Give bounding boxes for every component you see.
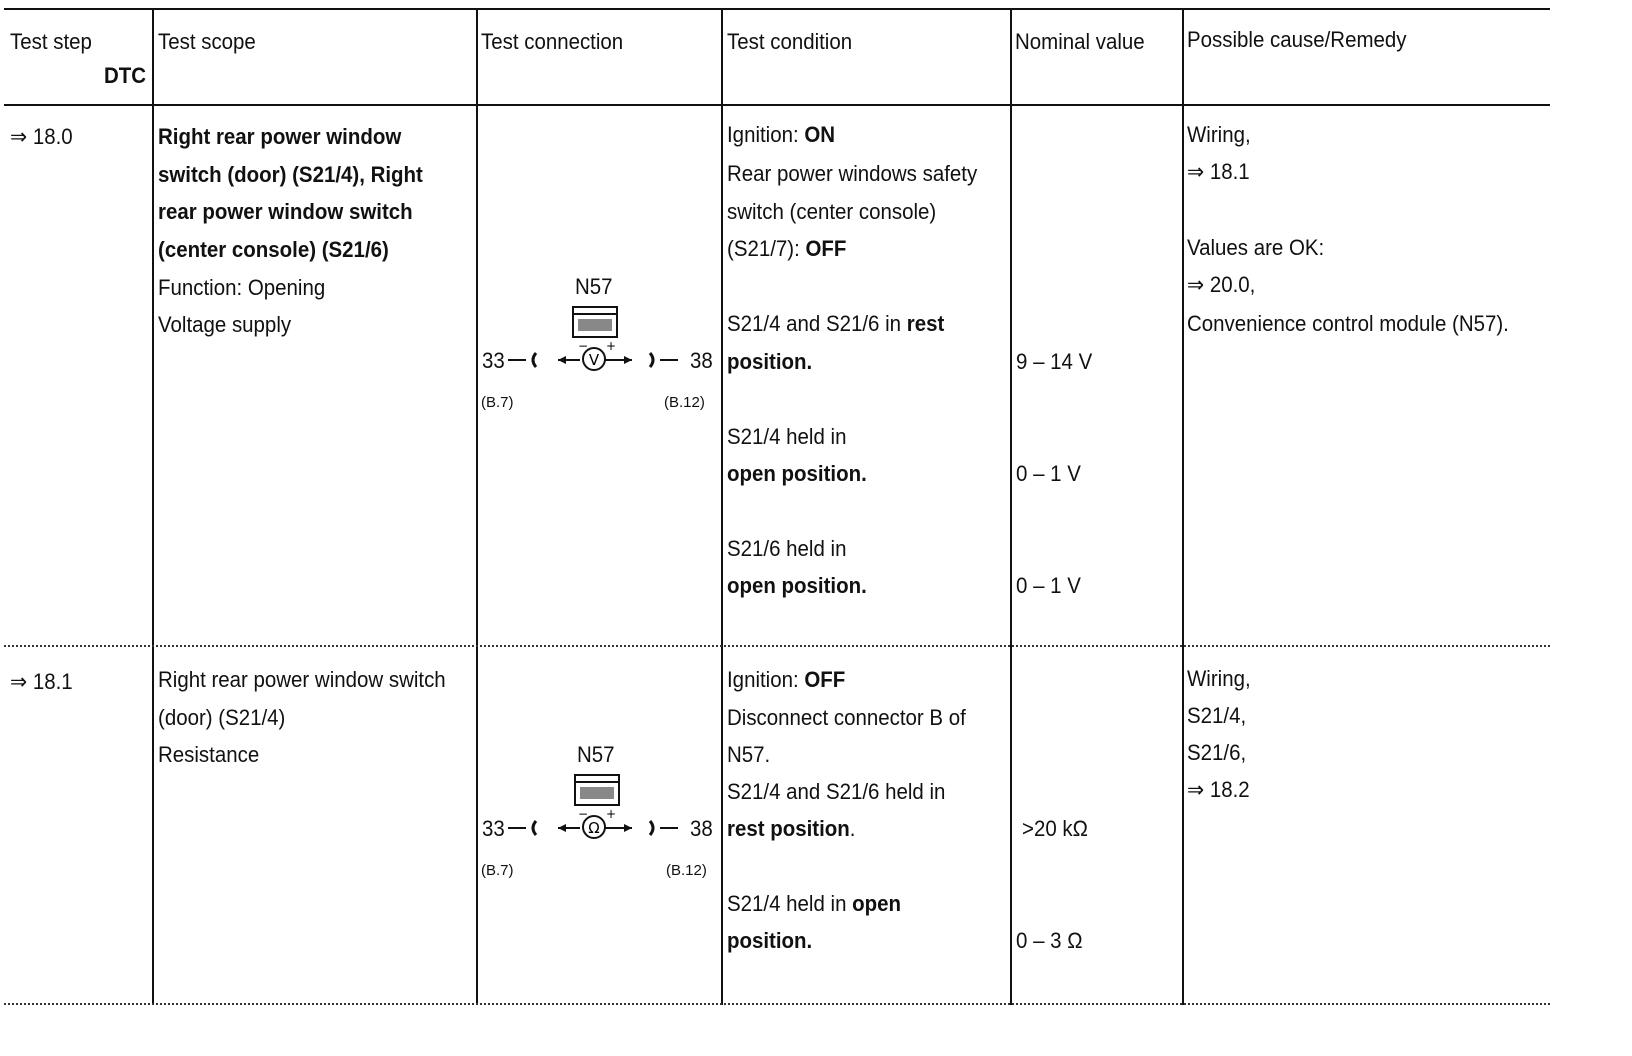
table-top-rule xyxy=(4,8,1550,10)
row2-cond-s214-held: S21/4 held in open xyxy=(727,891,902,916)
row2-sub-left: (B.7) xyxy=(481,862,514,879)
row1-cond-safety: Rear power windows safety xyxy=(727,161,978,186)
row1-voltmeter-icon xyxy=(508,340,688,385)
row1-nominal: 0 – 1 V xyxy=(1016,573,1081,598)
svg-text:−: − xyxy=(578,339,589,353)
row2-cond-held: S21/4 and S21/6 held in xyxy=(727,779,946,804)
row1-sub-right: (B.12) xyxy=(664,394,705,411)
row2-scope-resistance: Resistance xyxy=(158,742,260,767)
row2-sub-right: (B.12) xyxy=(666,862,707,879)
row2-scope-line: (door) (S21/4) xyxy=(158,705,286,730)
row2-remedy: Wiring, xyxy=(1187,666,1251,691)
row1-cond-safety-state: (S21/7): OFF xyxy=(727,236,847,261)
row1-pin-left: 33 xyxy=(482,348,505,373)
row1-remedy-link: ⇒ 20.0, xyxy=(1187,272,1256,297)
header-nominal-value: Nominal value xyxy=(1015,29,1145,54)
row1-remedy: Values are OK: xyxy=(1187,235,1325,260)
row1-nominal: 9 – 14 V xyxy=(1016,349,1093,374)
row2-test-step: ⇒ 18.1 xyxy=(10,669,73,694)
row1-remedy: Wiring, xyxy=(1187,122,1251,147)
row1-scope-line: rear power window switch xyxy=(158,199,413,224)
row2-cond-s214-position: position. xyxy=(727,928,813,953)
row1-pin-right: 38 xyxy=(690,348,713,373)
row2-nominal: >20 kΩ xyxy=(1022,816,1088,841)
row2-scope-line: Right rear power window switch xyxy=(158,667,446,692)
row2-pin-right: 38 xyxy=(690,816,713,841)
row1-cond-s216-held: S21/6 held in xyxy=(727,536,847,561)
row1-cond-s216-open: open position. xyxy=(727,573,867,598)
header-test-scope: Test scope xyxy=(158,29,256,54)
row1-cond-s214-open: open position. xyxy=(727,461,867,486)
row1-cond-rest-position: position. xyxy=(727,349,813,374)
row2-module-icon xyxy=(574,774,620,811)
row1-scope-voltage: Voltage supply xyxy=(158,312,292,337)
col-divider-4 xyxy=(1010,8,1012,1005)
row1-cond-s214-held: S21/4 held in xyxy=(727,424,847,449)
row1-sub-left: (B.7) xyxy=(481,394,514,411)
header-dtc: DTC xyxy=(104,63,147,88)
row2-cond-disconnect: N57. xyxy=(727,742,771,767)
row1-remedy-link: ⇒ 18.1 xyxy=(1187,159,1250,184)
row1-module-icon xyxy=(572,306,618,343)
table-bottom-dotted xyxy=(4,1003,1550,1005)
row1-remedy: Convenience control module (N57). xyxy=(1187,311,1509,336)
col-divider-5 xyxy=(1182,8,1184,1005)
row2-module-label: N57 xyxy=(577,742,615,767)
row1-test-step: ⇒ 18.0 xyxy=(10,124,73,149)
row1-module-label: N57 xyxy=(575,274,613,299)
row2-remedy: S21/6, xyxy=(1187,740,1247,765)
row1-scope-line: Right rear power window xyxy=(158,124,402,149)
row1-cond-ignition: Ignition: ON xyxy=(727,122,836,147)
svg-text:−: − xyxy=(578,807,589,821)
col-divider-3 xyxy=(721,8,723,1005)
col-divider-2 xyxy=(476,8,478,1005)
header-bottom-rule xyxy=(4,104,1550,106)
row2-remedy: S21/4, xyxy=(1187,703,1247,728)
row2-remedy-link: ⇒ 18.2 xyxy=(1187,777,1250,802)
header-possible-cause: Possible cause/Remedy xyxy=(1187,27,1407,52)
svg-text:Ω: Ω xyxy=(588,819,600,837)
row1-cond-rest: S21/4 and S21/6 in rest xyxy=(727,311,945,336)
row2-nominal: 0 – 3 Ω xyxy=(1016,928,1083,953)
svg-text:V: V xyxy=(588,351,600,369)
row1-cond-safety: switch (center console) xyxy=(727,199,937,224)
svg-text:+: + xyxy=(606,807,617,821)
row1-scope-line: switch (door) (S21/4), Right xyxy=(158,162,423,187)
svg-text:+: + xyxy=(606,339,617,353)
row-divider-dotted xyxy=(4,645,1550,647)
row2-ohmmeter-icon xyxy=(508,808,688,853)
row2-cond-ignition: Ignition: OFF xyxy=(727,667,846,692)
row1-nominal: 0 – 1 V xyxy=(1016,461,1081,486)
header-test-connection: Test connection xyxy=(481,29,624,54)
row1-scope-line: (center console) (S21/6) xyxy=(158,237,389,262)
header-test-condition: Test condition xyxy=(727,29,853,54)
row1-scope-function: Function: Opening xyxy=(158,275,326,300)
col-divider-1 xyxy=(152,8,154,1005)
row2-pin-left: 33 xyxy=(482,816,505,841)
row2-cond-rest-position: rest position. xyxy=(727,816,856,841)
row2-cond-disconnect: Disconnect connector B of xyxy=(727,705,966,730)
header-test-step: Test step xyxy=(10,29,92,54)
